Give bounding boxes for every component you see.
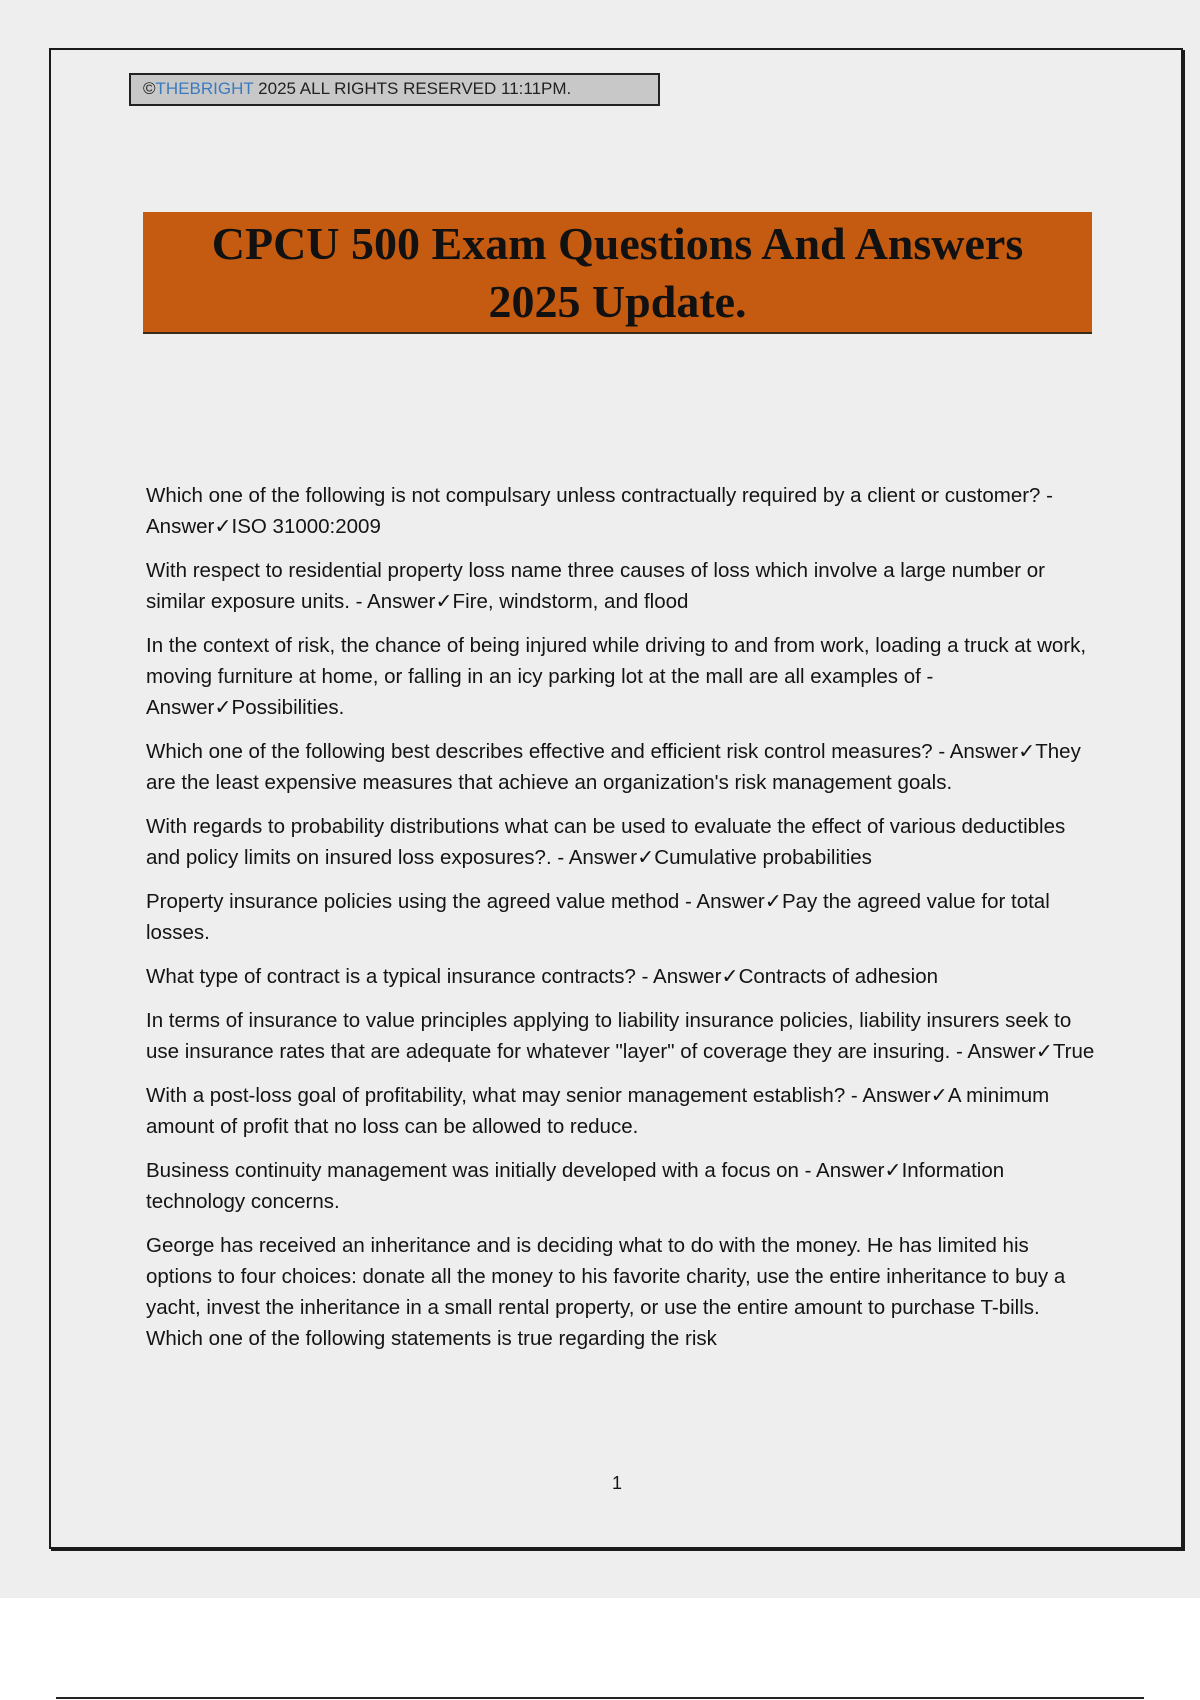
qa-item: Which one of the following is not compulsary unless contractually required by a client or customer? - Answer✓ISO 31000:2009 bbox=[146, 484, 1053, 538]
qa-item: With respect to residential property loss name three causes of loss which involve a large number or similar exposure units. - Answer✓Fire, windstorm, and flood bbox=[146, 559, 1046, 613]
qa-item: Which one of the following best describes effective and efficient risk control measures? - Answer✓They are the least expensive measures that achieve an organization's risk management goals. bbox=[146, 740, 1081, 794]
document-title-line-1: CPCU 500 Exam Questions And Answers bbox=[211, 218, 1024, 269]
page-number: 1 bbox=[611, 1473, 622, 1493]
qa-item: Business continuity management was initially developed with a focus on - Answer✓Information technology concerns. bbox=[146, 1159, 1005, 1213]
copyright-brand: THEBRIGHT bbox=[155, 79, 254, 98]
copyright-text: 2025 ALL RIGHTS RESERVED 11:11PM. bbox=[253, 79, 572, 98]
qa-item: With a post-loss goal of profitability, what may senior management establish? - Answer✓A minimum amount of profit that no loss can be allowed to reduce. bbox=[146, 1084, 1050, 1138]
qa-item: In terms of insurance to value principles applying to liability insurance policies, liability insurers seek to use insurance rates that are adequate for whatever "layer" of coverage they are insuring. - Answer✓True bbox=[146, 1009, 1095, 1063]
copyright-notice bbox=[129, 73, 660, 106]
qa-item: George has received an inheritance and is deciding what to do with the money. He has limited his options to four choices: donate all the money to his favorite charity, use the entire inheritance to buy a yacht, invest the inheritance in a small rental property, or use the entire amount to purchase T-bills. Which one of the following statements is true regarding the risk bbox=[146, 1234, 1066, 1350]
qa-item: In the context of risk, the chance of being injured while driving to and from work, loading a truck at work, moving furniture at home, or falling in an icy parking lot at the mall are all examples of - Answer✓Possibilities. bbox=[146, 634, 1087, 719]
copyright-symbol: © bbox=[143, 79, 156, 98]
next-page-divider bbox=[56, 1697, 1144, 1699]
title-banner bbox=[143, 212, 1092, 334]
qa-item: What type of contract is a typical insurance contracts? - Answer✓Contracts of adhesion bbox=[146, 965, 938, 988]
qa-item: With regards to probability distributions what can be used to evaluate the effect of various deductibles and policy limits on insured loss exposures?. - Answer✓Cumulative probabilities bbox=[146, 815, 1066, 869]
qa-list bbox=[146, 480, 1096, 1367]
document-title-line-2: 2025 Update. bbox=[488, 276, 747, 327]
qa-item: Property insurance policies using the agreed value method - Answer✓Pay the agreed value for total losses. bbox=[146, 890, 1050, 944]
